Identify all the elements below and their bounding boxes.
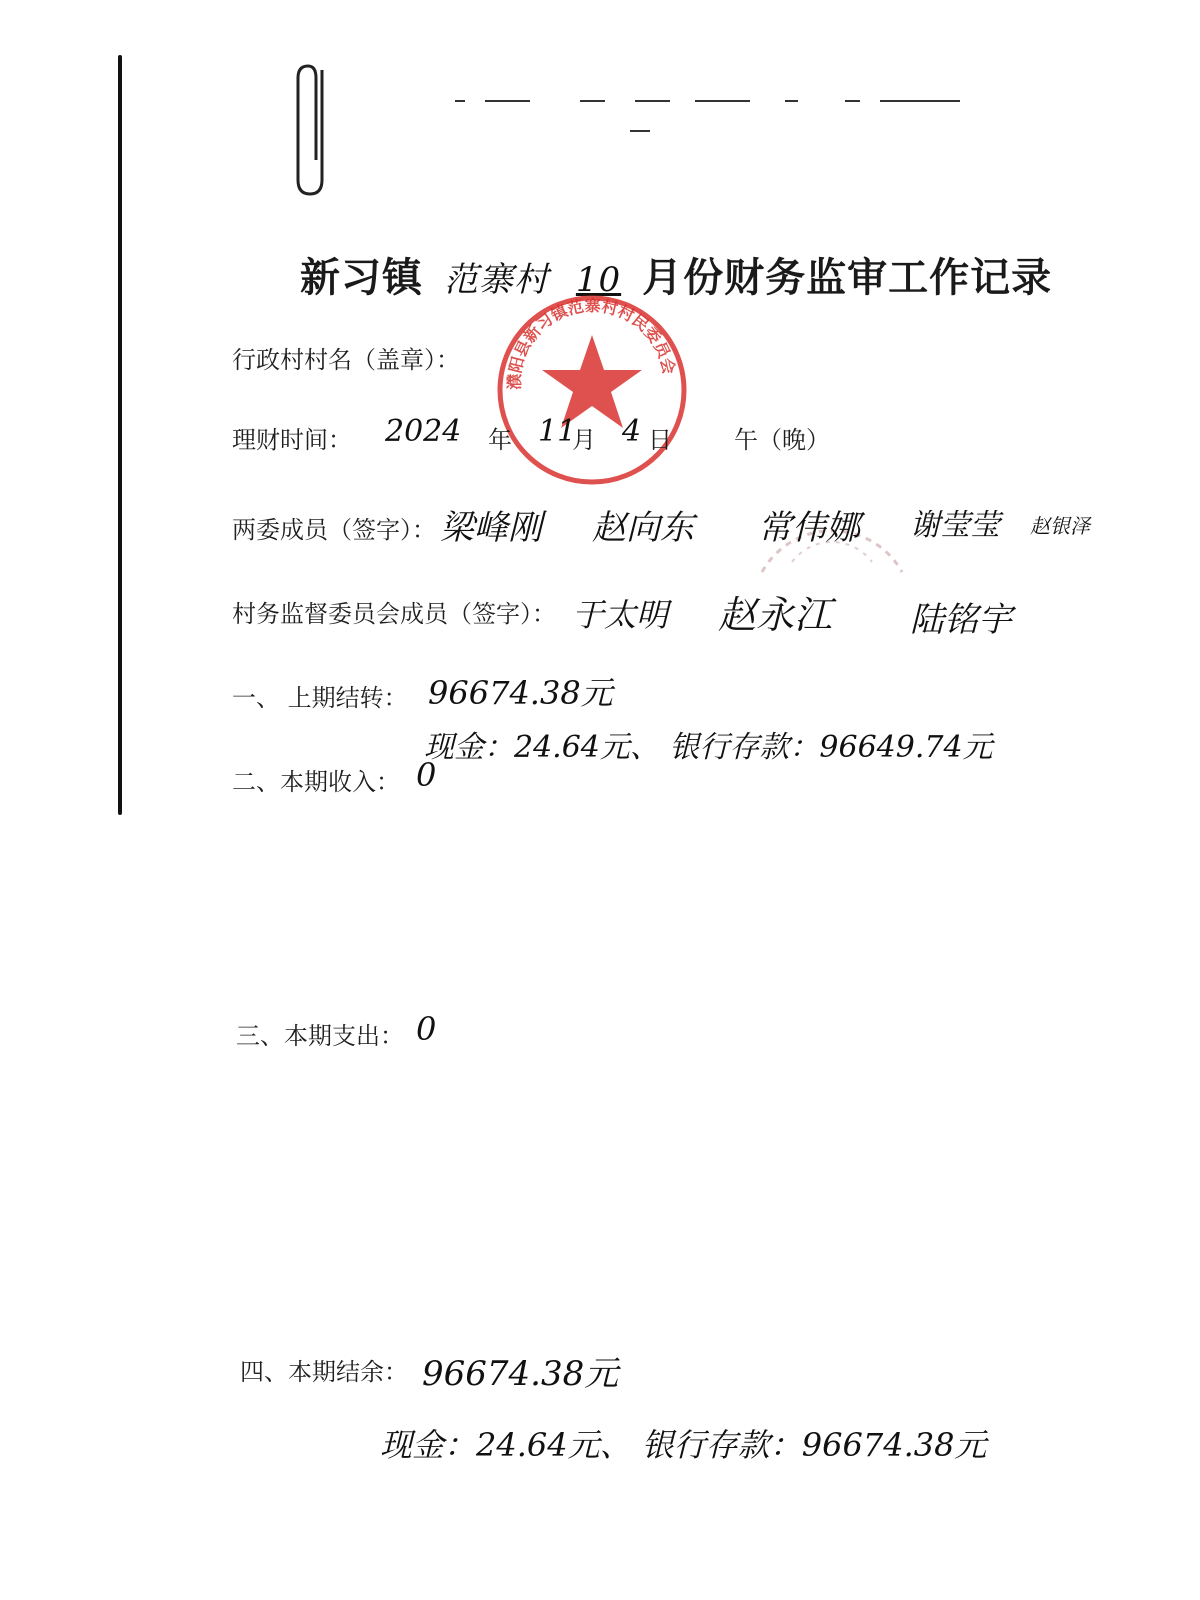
paperclip-icon <box>292 60 336 200</box>
supervision-signature-2: 赵永江 <box>718 593 833 637</box>
section-3-value: 0 <box>416 1010 437 1048</box>
time-month: 11 <box>538 414 577 449</box>
time-period-unit: 午（晚） <box>734 426 830 454</box>
section-1-label: 一、 上期结转： <box>232 684 408 712</box>
section-1-value: 96674.38元 <box>428 674 613 712</box>
scan-edge-shadow <box>118 55 122 815</box>
faded-header-marks <box>440 95 1000 135</box>
section-4-detail: 现金：24.64元、 银行存款：96674.38元 <box>380 1426 987 1464</box>
supervision-signature-1: 于太明 <box>572 596 669 634</box>
title-town: 新习镇 <box>300 255 423 301</box>
village-name-label: 行政村村名（盖章）： <box>232 346 460 374</box>
supervision-signature-3: 陆铭宇 <box>910 600 1012 640</box>
seal-text: 濮阳县新习镇范寨村村民委员会 <box>504 296 679 390</box>
title-village: 范寨村 <box>443 260 549 300</box>
section-2-value: 0 <box>416 756 437 794</box>
committee-signature-5: 赵银泽 <box>1030 514 1090 538</box>
section-2-label: 二、本期收入： <box>232 768 400 796</box>
committee-signature-2: 赵向东 <box>592 508 694 548</box>
supervision-label: 村务监督委员会成员（签字）： <box>232 600 556 628</box>
time-label: 理财时间： <box>232 426 352 454</box>
official-seal-stamp <box>492 290 692 490</box>
committee-signature-3: 常伟娜 <box>758 508 860 548</box>
section-4-label: 四、本期结余： <box>240 1358 408 1386</box>
committee-signature-1: 梁峰刚 <box>440 508 542 548</box>
time-day: 4 <box>622 414 642 449</box>
section-1-detail: 现金：24.64元、 银行存款：96649.74元 <box>424 730 993 765</box>
time-year-unit: 年 <box>488 426 512 454</box>
section-4-value: 96674.38元 <box>422 1354 619 1394</box>
time-month-unit: 月 <box>572 426 596 454</box>
committee-signature-4: 谢莹莹 <box>910 508 1000 543</box>
title-suffix: 月份财务监审工作记录 <box>642 255 1053 301</box>
title-month: 10 <box>575 260 622 300</box>
section-3-label: 三、本期支出： <box>236 1022 404 1050</box>
time-year: 2024 <box>385 414 462 449</box>
committee-label: 两委成员（签字）： <box>232 516 436 544</box>
time-day-unit: 日 <box>648 426 672 454</box>
